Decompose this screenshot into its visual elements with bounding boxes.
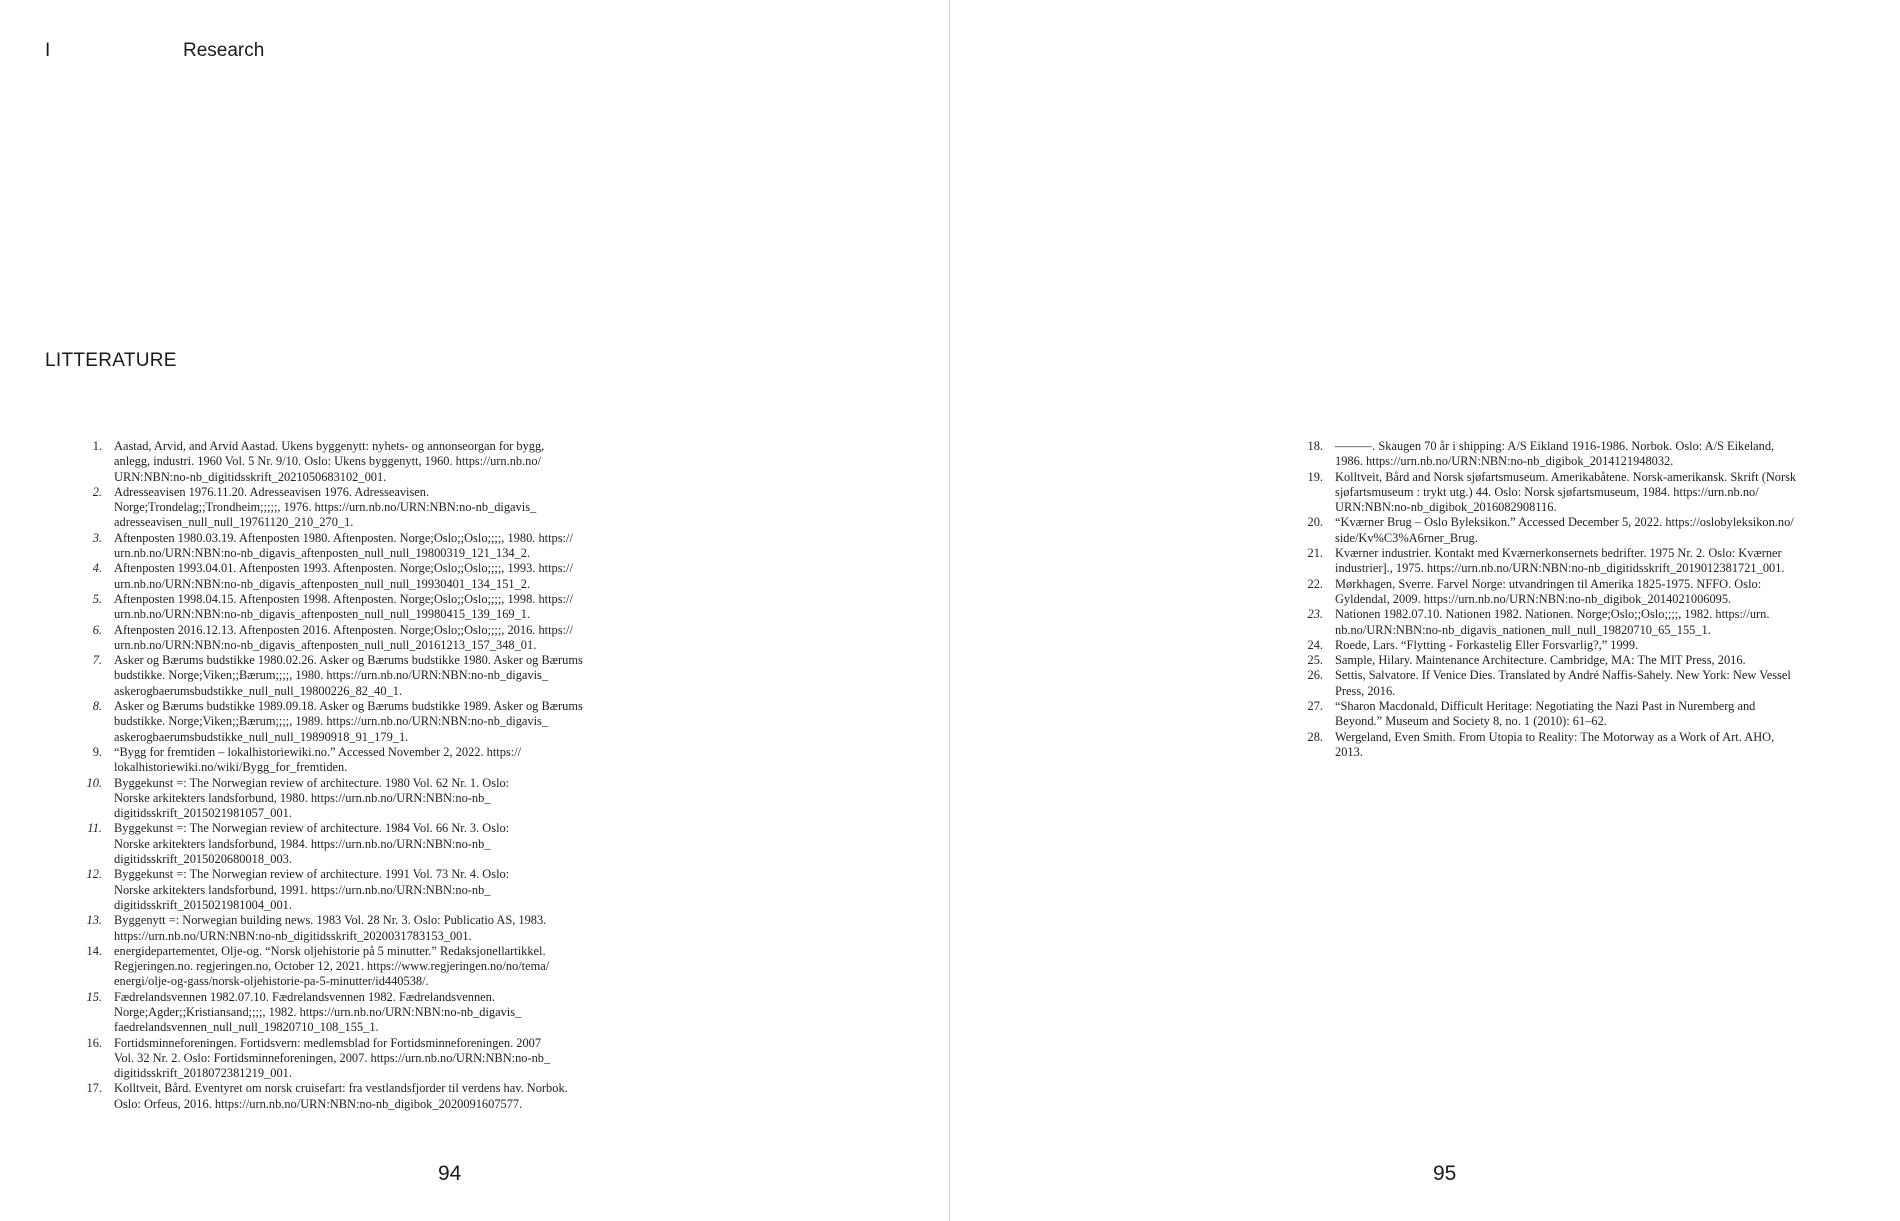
reference-item bbox=[1293, 607, 1813, 638]
reference-item bbox=[72, 1081, 592, 1112]
reference-text: Aftenposten 2016.12.13. Aftenposten 2016. Aftenposten. Norge;Oslo;;Oslo;;;;, 2016. https:// urn.nb.no/URN:NBN:no-nb_digavis_aftenposten_null_null_20161213_157_348_01. bbox=[114, 622, 573, 652]
reference-list-right bbox=[1293, 439, 1813, 760]
reference-item bbox=[1293, 668, 1813, 699]
reference-text: “Sharon Macdonald, Difficult Heritage: Negotiating the Nazi Past in Nuremberg and Beyond.” Museum and Society 8, no. 1 (2010): 61–62. bbox=[1335, 699, 1756, 729]
reference-text: Kværner industrier. Kontakt med Kværnerkonsernets bedrifter. 1975 Nr. 2. Oslo: Kværner industrier]., 1975. https://urn.nb.no/URN:NBN:no-nb_digitidsskrift_2019012381721_001. bbox=[1335, 546, 1785, 576]
reference-number: 13. bbox=[86, 913, 102, 928]
reference-item bbox=[72, 776, 592, 822]
reference-item bbox=[72, 561, 592, 592]
reference-number: 3. bbox=[92, 530, 102, 545]
reference-text: Byggekunst =: The Norwegian review of architecture. 1984 Vol. 66 Nr. 3. Oslo: Norske arkitekters landsforbund, 1984. https://urn.nb.no/URN:NBN:no-nb_ digitidsskrift_2015020680018_003. bbox=[114, 821, 510, 867]
reference-number: 26. bbox=[1307, 668, 1323, 683]
reference-item bbox=[72, 485, 592, 531]
reference-number: 15. bbox=[86, 989, 102, 1004]
reference-item bbox=[72, 439, 592, 485]
reference-number: 2. bbox=[92, 484, 102, 499]
reference-item bbox=[72, 531, 592, 562]
reference-text: Byggekunst =: The Norwegian review of architecture. 1980 Vol. 62 Nr. 1. Oslo: Norske arkitekters landsforbund, 1980. https://urn.nb.no/URN:NBN:no-nb_ digitidsskrift_2015021981057_001. bbox=[114, 775, 510, 821]
reference-text: Aastad, Arvid, and Arvid Aastad. Ukens byggenytt: nyhets- og annonseorgan for bygg, anlegg, industri. 1960 Vol. 5 Nr. 9/10. Oslo: Ukens byggenytt, 1960. https://urn.nb.no/ URN:NBN:no-nb_digitidsskrift_2021050683102_001. bbox=[114, 439, 545, 484]
reference-number: 16. bbox=[86, 1035, 102, 1050]
reference-number: 19. bbox=[1307, 469, 1323, 484]
reference-text: ———. Skaugen 70 år i shipping: A/S Eikland 1916-1986. Norbok. Oslo: A/S Eikeland, 1986. https://urn.nb.no/URN:NBN:no-nb_digibok_2014121948032. bbox=[1335, 439, 1775, 469]
reference-item bbox=[72, 623, 592, 654]
reference-item bbox=[1293, 470, 1813, 516]
reference-item bbox=[1293, 653, 1813, 668]
reference-item bbox=[72, 745, 592, 776]
reference-text: Fædrelandsvennen 1982.07.10. Fædrelandsvennen 1982. Fædrelandsvennen. Norge;Agder;;Kristiansand;;;;, 1982. https://urn.nb.no/URN:NBN:no-nb_digavis_ faedrelandsvennen_null_null_19820710_108_155_1. bbox=[114, 989, 522, 1035]
reference-text: Asker og Bærums budstikke 1980.02.26. Asker og Bærums budstikke 1980. Asker og Bærums budstikke. Norge;Viken;;Bærum;;;;, 1980. https://urn.nb.no/URN:NBN:no-nb_digavis_ askerogbaerumsbudstikke_null_null_19800226_82_40_1. bbox=[114, 653, 583, 698]
reference-text: Settis, Salvatore. If Venice Dies. Translated by André Naffis-Sahely. New York: New Vessel Press, 2016. bbox=[1335, 668, 1791, 698]
reference-item bbox=[1293, 515, 1813, 546]
reference-number: 5. bbox=[92, 591, 102, 606]
reference-number: 14. bbox=[86, 943, 102, 958]
reference-number: 21. bbox=[1307, 546, 1323, 561]
reference-text: “Kværner Brug – Oslo Byleksikon.” Accessed December 5, 2022. https://oslobyleksikon.no/ side/Kv%C3%A6rner_Brug. bbox=[1335, 515, 1794, 545]
reference-item bbox=[72, 990, 592, 1036]
reference-item bbox=[1293, 577, 1813, 608]
reference-number: 25. bbox=[1307, 653, 1323, 668]
reference-item bbox=[72, 592, 592, 623]
reference-text: Byggenytt =: Norwegian building news. 1983 Vol. 28 Nr. 3. Oslo: Publicatio AS, 1983. https://urn.nb.no/URN:NBN:no-nb_digitidsskrift_2020031783153_001. bbox=[114, 913, 547, 943]
reference-number: 28. bbox=[1307, 729, 1323, 744]
reference-item bbox=[72, 944, 592, 990]
reference-number: 10. bbox=[86, 775, 102, 790]
reference-number: 12. bbox=[86, 867, 102, 882]
reference-number: 17. bbox=[86, 1081, 102, 1096]
reference-item bbox=[72, 1036, 592, 1082]
reference-number: 18. bbox=[1307, 439, 1323, 453]
reference-text: Aftenposten 1980.03.19. Aftenposten 1980. Aftenposten. Norge;Oslo;;Oslo;;;;, 1980. https:// urn.nb.no/URN:NBN:no-nb_digavis_aftenposten_null_null_19800319_121_134_2. bbox=[114, 530, 573, 561]
reference-text: Aftenposten 1998.04.15. Aftenposten 1998. Aftenposten. Norge;Oslo;;Oslo;;;;, 1998. https:// urn.nb.no/URN:NBN:no-nb_digavis_aftenposten_null_null_19980415_139_169_1. bbox=[114, 591, 573, 622]
reference-number: 22. bbox=[1307, 576, 1323, 591]
reference-number: 24. bbox=[1307, 637, 1323, 652]
reference-number: 8. bbox=[92, 699, 102, 714]
reference-text: energidepartementet, Olje-og. “Norsk oljehistorie på 5 minutter.” Redaksjonellartikkel. Regjeringen.no. regjeringen.no, October 12, 2021. https://www.regjeringen.no/no/tema/ energi/olje-og-gass/norsk-oljehistorie-pa-5-minutter/id440538/. bbox=[114, 943, 550, 989]
reference-item bbox=[1293, 638, 1813, 653]
reference-text: Aftenposten 1993.04.01. Aftenposten 1993. Aftenposten. Norge;Oslo;;Oslo;;;;, 1993. https:// urn.nb.no/URN:NBN:no-nb_digavis_aftenposten_null_null_19930401_134_151_2. bbox=[114, 561, 573, 591]
reference-text: Kolltveit, Bård and Norsk sjøfartsmuseum. Amerikabåtene. Norsk-amerikansk. Skrift (Norsk sjøfartsmuseum : trykt utg.) 44. Oslo: Norsk sjøfartsmuseum, 1984. https://urn.nb.no/ URN:NBN:no-nb_digibok_2016082908116. bbox=[1335, 469, 1797, 515]
reference-text: Adresseavisen 1976.11.20. Adresseavisen 1976. Adresseavisen. Norge;Trondelag;;Trondheim;;;;;, 1976. https://urn.nb.no/URN:NBN:no-nb_digavis_ adresseavisen_null_null_19761120_210_270_1. bbox=[114, 484, 537, 530]
page-number-right: 95 bbox=[1433, 1162, 1457, 1185]
running-head: Research bbox=[183, 40, 265, 61]
reference-number: 6. bbox=[92, 622, 102, 637]
reference-list-left bbox=[72, 439, 592, 1112]
reference-number: 20. bbox=[1307, 515, 1323, 530]
right-page bbox=[950, 0, 1900, 1221]
reference-number: 7. bbox=[92, 653, 102, 668]
reference-item bbox=[1293, 439, 1813, 470]
reference-number: 9. bbox=[92, 744, 102, 759]
reference-number: 23. bbox=[1307, 607, 1323, 622]
reference-item bbox=[1293, 699, 1813, 730]
page-heading: LITTERATURE bbox=[45, 350, 177, 371]
reference-text: Asker og Bærums budstikke 1989.09.18. Asker og Bærums budstikke 1989. Asker og Bærums budstikke. Norge;Viken;;Bærum;;;;, 1989. https://urn.nb.no/URN:NBN:no-nb_digavis_ askerogbaerumsbudstikke_null_null_19890918_91_179_1. bbox=[114, 699, 583, 744]
reference-text: Byggekunst =: The Norwegian review of architecture. 1991 Vol. 73 Nr. 4. Oslo: Norske arkitekters landsforbund, 1991. https://urn.nb.no/URN:NBN:no-nb_ digitidsskrift_2015021981004_001. bbox=[114, 867, 510, 912]
reference-number: 27. bbox=[1307, 699, 1323, 714]
reference-text: Sample, Hilary. Maintenance Architecture. Cambridge, MA: The MIT Press, 2016. bbox=[1335, 653, 1746, 668]
reference-text: Fortidsminneforeningen. Fortidsvern: medlemsblad for Fortidsminneforeningen. 2007 Vol. 32 Nr. 2. Oslo: Fortidsminneforeningen, 2007. https://urn.nb.no/URN:NBN:no-nb_ digitidsskrift_2018072381219_001. bbox=[114, 1035, 551, 1081]
reference-number: 1. bbox=[92, 439, 102, 453]
reference-text: Mørkhagen, Sverre. Farvel Norge: utvandringen til Amerika 1825-1975. NFFO. Oslo: Gyldendal, 2009. https://urn.nb.no/URN:NBN:no-nb_digibok_2014021006095. bbox=[1335, 576, 1762, 606]
reference-text: “Bygg for fremtiden – lokalhistoriewiki.no.” Accessed November 2, 2022. https:// lokalhistoriewiki.no/wiki/Bygg_for_fremtiden. bbox=[114, 744, 522, 775]
reference-text: Nationen 1982.07.10. Nationen 1982. Nationen. Norge;Oslo;;Oslo;;;;, 1982. https://urn. nb.no/URN:NBN:no-nb_digavis_nationen_null_null_19820710_65_155_1. bbox=[1335, 607, 1770, 637]
page-number-left: 94 bbox=[438, 1162, 462, 1185]
reference-text: Roede, Lars. “Flytting - Forkastelig Eller Forsvarlig?,” 1999. bbox=[1335, 637, 1639, 652]
reference-item bbox=[72, 653, 592, 699]
reference-item bbox=[72, 699, 592, 745]
reference-item bbox=[1293, 730, 1813, 761]
reference-item bbox=[72, 867, 592, 913]
reference-item bbox=[72, 913, 592, 944]
left-page bbox=[0, 0, 949, 1221]
reference-text: Wergeland, Even Smith. From Utopia to Reality: The Motorway as a Work of Art. AHO, 2013. bbox=[1335, 729, 1775, 759]
section-mark: I bbox=[45, 40, 51, 61]
reference-number: 4. bbox=[92, 561, 102, 576]
reference-number: 11. bbox=[87, 821, 102, 836]
reference-text: Kolltveit, Bård. Eventyret om norsk cruisefart: fra vestlandsfjorder til verdens hav. Norbok. Oslo: Orfeus, 2016. https://urn.nb.no/URN:NBN:no-nb_digibok_2020091607577. bbox=[114, 1081, 568, 1111]
reference-item bbox=[72, 821, 592, 867]
reference-item bbox=[1293, 546, 1813, 577]
